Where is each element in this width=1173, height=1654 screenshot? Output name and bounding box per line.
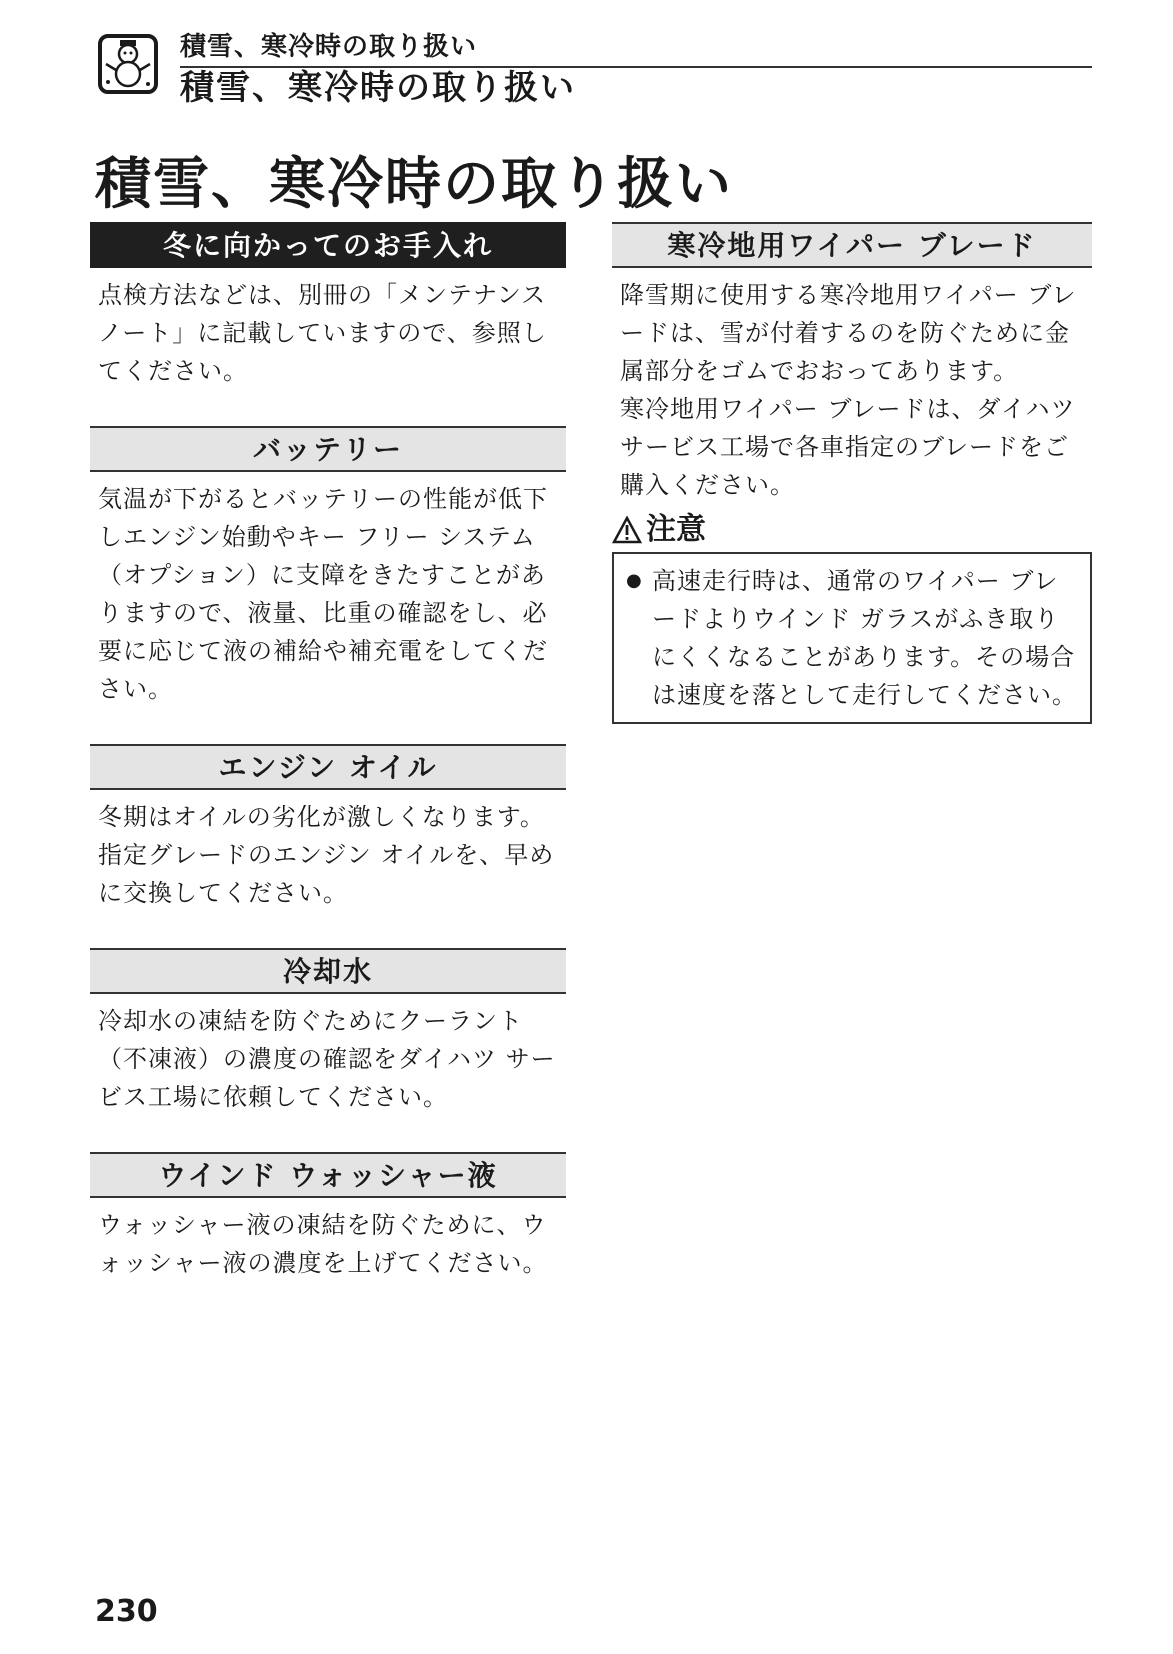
text-line: 高速走行時は、通常のワイパー ブレ <box>652 567 1059 595</box>
section-cold-wiper-blade <box>612 222 1092 504</box>
text-line: ノート」に記載していますので、参照し <box>98 319 547 347</box>
text-line: 属部分をゴムでおおってあります。 <box>620 357 1019 385</box>
section-heading: 冬に向かってのお手入れ <box>90 222 566 268</box>
section-winter-care <box>90 222 566 390</box>
header-subtitle: 積雪、寒冷時の取り扱い <box>180 32 478 62</box>
text-line: （オプション）に支障をきたすことがあ <box>98 561 546 589</box>
text-line: しエンジン始動やキー フリー システム <box>98 523 536 551</box>
section-coolant <box>90 948 566 1116</box>
section-heading: 寒冷地用ワイパー ブレード <box>612 222 1092 268</box>
right-column <box>612 222 1092 724</box>
text-line: 点検方法などは、別冊の「メンテナンス <box>98 281 547 309</box>
text-line: ビス工場に依頼してください。 <box>98 1083 448 1111</box>
caution-text <box>652 562 1077 714</box>
text-line: 降雪期に使用する寒冷地用ワイパー ブレ <box>620 281 1077 309</box>
section-body <box>90 472 566 708</box>
text-line: さい。 <box>98 675 173 703</box>
text-line: にくくなることがあります。その場合 <box>652 643 1076 671</box>
text-line: サービス工場で各車指定のブレードをご <box>620 433 1070 461</box>
section-engine-oil <box>90 744 566 912</box>
text-line: ードよりウインド ガラスがふき取り <box>652 605 1060 633</box>
section-heading: エンジン オイル <box>90 744 566 790</box>
left-column <box>90 222 566 1282</box>
text-line: ウォッシャー液の凍結を防ぐために、ウ <box>98 1211 547 1239</box>
section-body <box>612 268 1092 504</box>
caution-label: 注意 <box>646 512 706 547</box>
text-line: ォッシャー液の濃度を上げてください。 <box>98 1249 548 1277</box>
section-washer-fluid <box>90 1152 566 1282</box>
page-number: 230 <box>95 1594 158 1629</box>
text-line: （不凍液）の濃度の確認をダイハツ サー <box>98 1045 556 1073</box>
section-heading: 冷却水 <box>90 948 566 994</box>
snowman-icon <box>98 34 158 94</box>
section-heading: バッテリー <box>90 426 566 472</box>
text-line: てください。 <box>98 357 248 385</box>
caution-box <box>612 552 1092 724</box>
section-body <box>90 268 566 390</box>
page-title: 積雪、寒冷時の取り扱い <box>95 152 733 217</box>
text-line: に交換してください。 <box>98 879 348 907</box>
text-line: 冬期はオイルの劣化が激しくなります。 <box>98 803 545 831</box>
caution-heading <box>612 510 1092 550</box>
bullet: ● <box>626 570 643 591</box>
text-line: は速度を落として走行してください。 <box>652 681 1077 709</box>
text-line: 寒冷地用ワイパー ブレードは、ダイハツ <box>620 395 1076 423</box>
text-line: 指定グレードのエンジン オイルを、早め <box>98 841 555 869</box>
text-line: りますので、液量、比重の確認をし、必 <box>98 599 548 627</box>
text-line: ードは、雪が付着するのを防ぐために金 <box>620 319 1070 347</box>
section-body <box>90 790 566 912</box>
text-line: 気温が下がるとバッテリーの性能が低下 <box>98 485 548 513</box>
text-line: 購入ください。 <box>620 471 795 499</box>
section-heading: ウインド ウォッシャー液 <box>90 1152 566 1198</box>
warning-triangle-icon <box>612 516 642 544</box>
section-body <box>90 1198 566 1282</box>
section-body <box>90 994 566 1116</box>
header-title: 積雪、寒冷時の取り扱い <box>180 68 576 108</box>
text-line: 冷却水の凍結を防ぐためにクーラント <box>98 1007 523 1035</box>
text-line: 要に応じて液の補給や補充電をしてくだ <box>98 637 548 665</box>
section-battery <box>90 426 566 708</box>
